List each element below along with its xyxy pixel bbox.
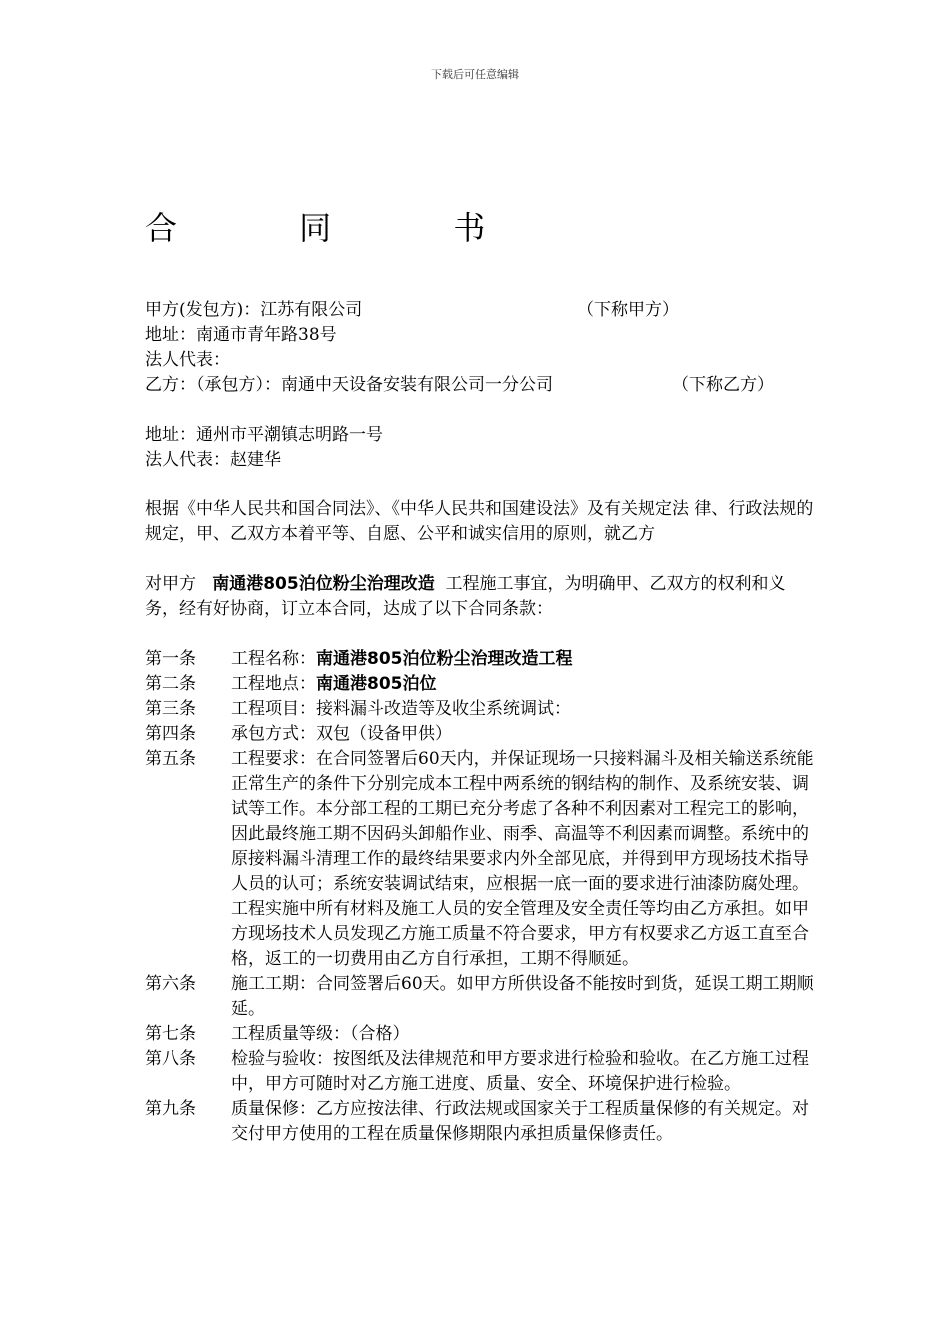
article-8 — [145, 1047, 817, 1097]
article-label: 工程地点： — [231, 674, 316, 694]
party-a-alias: （下称甲方） — [577, 300, 679, 320]
article-text: 质量保修：乙方应按法律、行政法规或国家关于工程质量保修的有关规定。对交付甲方使用的工程在质量保修期限内承担质量保修责任。 — [231, 1099, 809, 1144]
intro-project-name: 南通港805泊位粉尘治理改造 — [212, 574, 435, 594]
party-a-legal-rep: 法人代表： — [145, 350, 230, 370]
article-number: 第九条 — [145, 1099, 196, 1119]
article-text: 施工工期：合同签署后60天。如甲方所供设备不能按时到货，延误工期工期顺延。 — [231, 974, 814, 1019]
article-3 — [145, 697, 817, 722]
article-7 — [145, 1022, 817, 1047]
party-b-name: 乙方：（承包方）：南通中天设备安装有限公司一分公司 — [145, 375, 553, 395]
party-b-alias: （下称乙方） — [672, 375, 774, 395]
article-5 — [145, 747, 817, 972]
party-b-legal-rep: 法人代表：赵建华 — [145, 450, 281, 470]
article-text: 工程质量等级：（合格） — [231, 1024, 410, 1044]
party-a-name: 甲方(发包方)：江苏有限公司 — [145, 300, 363, 320]
article-number: 第六条 — [145, 974, 196, 994]
contract-articles — [145, 647, 817, 1147]
article-2 — [145, 672, 817, 697]
article-number: 第五条 — [145, 749, 196, 769]
article-label: 工程名称： — [231, 649, 316, 669]
article-number: 第一条 — [145, 649, 196, 669]
header-note: 下载后可任意编辑 — [431, 68, 519, 81]
project-name: 南通港805泊位粉尘治理改造工程 — [316, 649, 573, 669]
intro-suffix: 工程施工事宜，为明确甲、乙双方的权利和义务，经有好协商，订立本合同，达成了以下合同条款： — [145, 574, 786, 619]
article-text: 检验与验收：按图纸及法律规范和甲方要求进行检验和验收。在乙方施工过程中，甲方可随时对乙方施工进度、质量、安全、环境保护进行检验。 — [231, 1049, 809, 1094]
page-title: 合 同 书 — [145, 209, 542, 247]
article-number: 第七条 — [145, 1024, 196, 1044]
article-text: 工程实施中所有材料及施工人员的安全管理及安全责任等均由乙方承担。如甲方现场技术人员发现乙方施工质量不符合要求，甲方有权要求乙方返工直至合格，返工的一切费用由乙方自行承担，工期不得顺延。 — [231, 899, 809, 969]
project-location: 南通港805泊位 — [316, 674, 437, 694]
intro-paragraph-2 — [145, 572, 817, 622]
article-text: 工程项目：接料漏斗改造等及收尘系统调试： — [231, 699, 571, 719]
intro-prefix: 对甲方 — [145, 574, 196, 594]
article-text: 工程要求：在合同签署后60天内，并保证现场一只接料漏斗及相关输送系统能正常生产的条件下分别完成本工程中两系统的钢结构的制作、及系统安装、调试等工作。本分部工程的工期已充分考虑了各种不利因素对工程完工的影响，因此最终施工期不因码头卸船作业、雨季、高温等不利因素而调整。系统中的原接料漏斗清理工作的最终结果要求内外全部见底，并得到甲方现场技术指导人员的认可；系统安装调试结束，应根据一底一面的要求进行油漆防腐处理。 — [231, 749, 814, 894]
article-number: 第二条 — [145, 674, 196, 694]
article-4 — [145, 722, 817, 747]
article-number: 第三条 — [145, 699, 196, 719]
article-1 — [145, 647, 817, 672]
intro-paragraph-1: 根据《中华人民共和国合同法》、《中华人民共和国建设法》及有关规定法 律、行政法规的规定，甲、乙双方本着平等、自愿、公平和诚实信用的原则，就乙方 — [145, 499, 814, 544]
party-b-address: 地址：通州市平潮镇志明路一号 — [145, 425, 383, 445]
article-9 — [145, 1097, 817, 1147]
party-a-address: 地址：南通市青年路38号 — [145, 325, 337, 345]
article-text: 承包方式：双包（设备甲供） — [231, 724, 452, 744]
article-6 — [145, 972, 817, 1022]
article-number: 第四条 — [145, 724, 196, 744]
article-number: 第八条 — [145, 1049, 196, 1069]
